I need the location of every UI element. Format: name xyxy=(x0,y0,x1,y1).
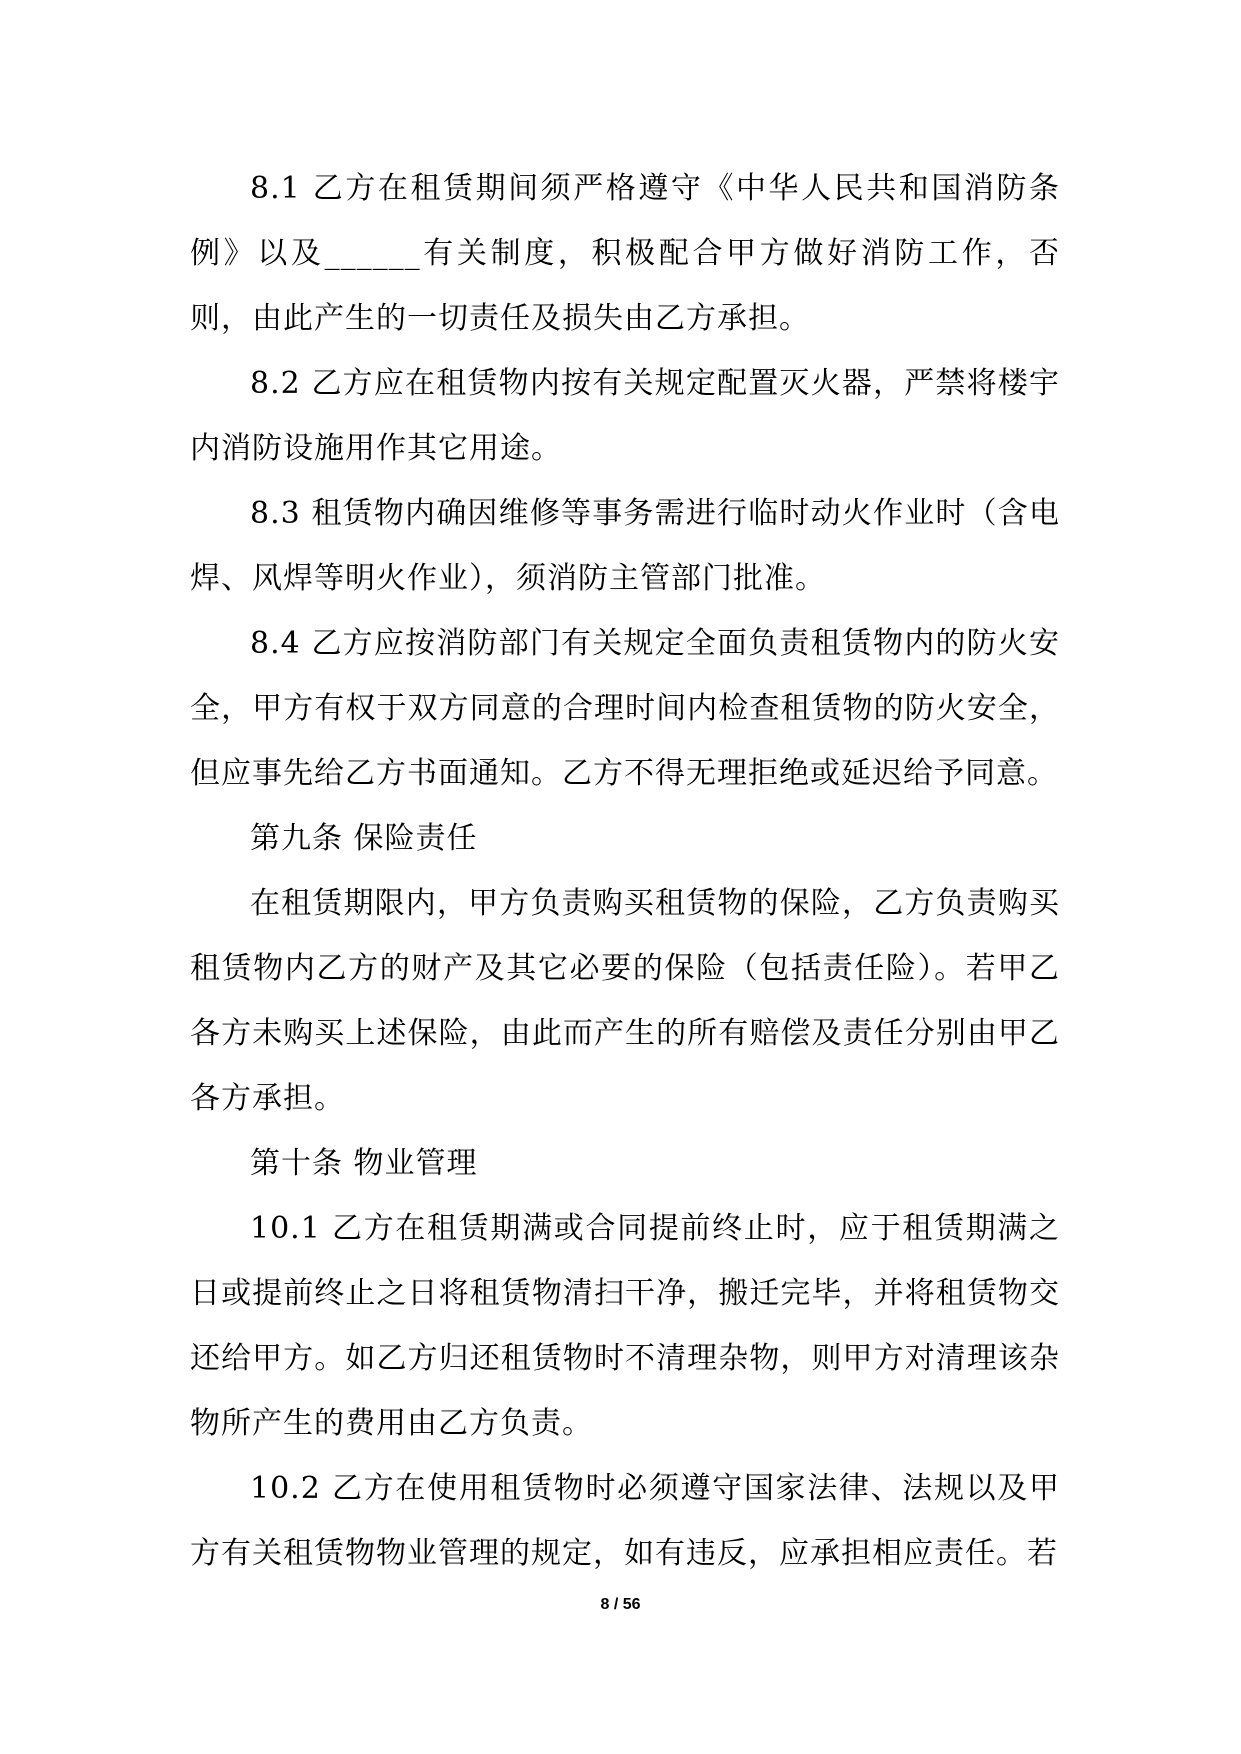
section-9-body: 在租赁期限内，甲方负责购买租赁物的保险，乙方负责购买租赁物内乙方的财产及其它必要的保险（包括责任险）。若甲乙各方未购买上述保险，由此而产生的所有赔偿及责任分别由甲乙各方承担。 xyxy=(190,886,1060,1116)
section-9-heading: 第九条 保险责任 xyxy=(250,821,478,856)
clause-10-1: 10.1 乙方在租赁期满或合同提前终止时，应于租赁期满之日或提前终止之日将租赁物清扫干净，搬迁完毕，并将租赁物交还给甲方。如乙方归还租赁物时不清理杂物，则甲方对清理该杂物所产生的费用由乙方负责。 xyxy=(190,1211,1060,1441)
section-10-heading: 第十条 物业管理 xyxy=(250,1146,478,1181)
clause-8-4: 8.4 乙方应按消防部门有关规定全面负责租赁物内的防火安全，甲方有权于双方同意的合理时间内检查租赁物的防火安全，但应事先给乙方书面通知。乙方不得无理拒绝或延迟给予同意。 xyxy=(190,626,1060,791)
clause-8-1: 8.1 乙方在租赁期间须严格遵守《中华人民共和国消防条例》以及______有关制度，积极配合甲方做好消防工作，否则，由此产生的一切责任及损失由乙方承担。 xyxy=(190,171,1060,336)
document-body xyxy=(190,156,1060,1586)
clause-10-2: 10.2 乙方在使用租赁物时必须遵守国家法律、法规以及甲方有关租赁物物业管理的规定，如有违反，应承担相应责任。若 xyxy=(190,1471,1060,1571)
clause-8-3: 8.3 租赁物内确因维修等事务需进行临时动火作业时（含电焊、风焊等明火作业），须消防主管部门批准。 xyxy=(190,496,1060,596)
page-number: 8 / 56 xyxy=(600,1596,641,1613)
clause-8-2: 8.2 乙方应在租赁物内按有关规定配置灭火器，严禁将楼宇内消防设施用作其它用途。 xyxy=(190,366,1060,466)
